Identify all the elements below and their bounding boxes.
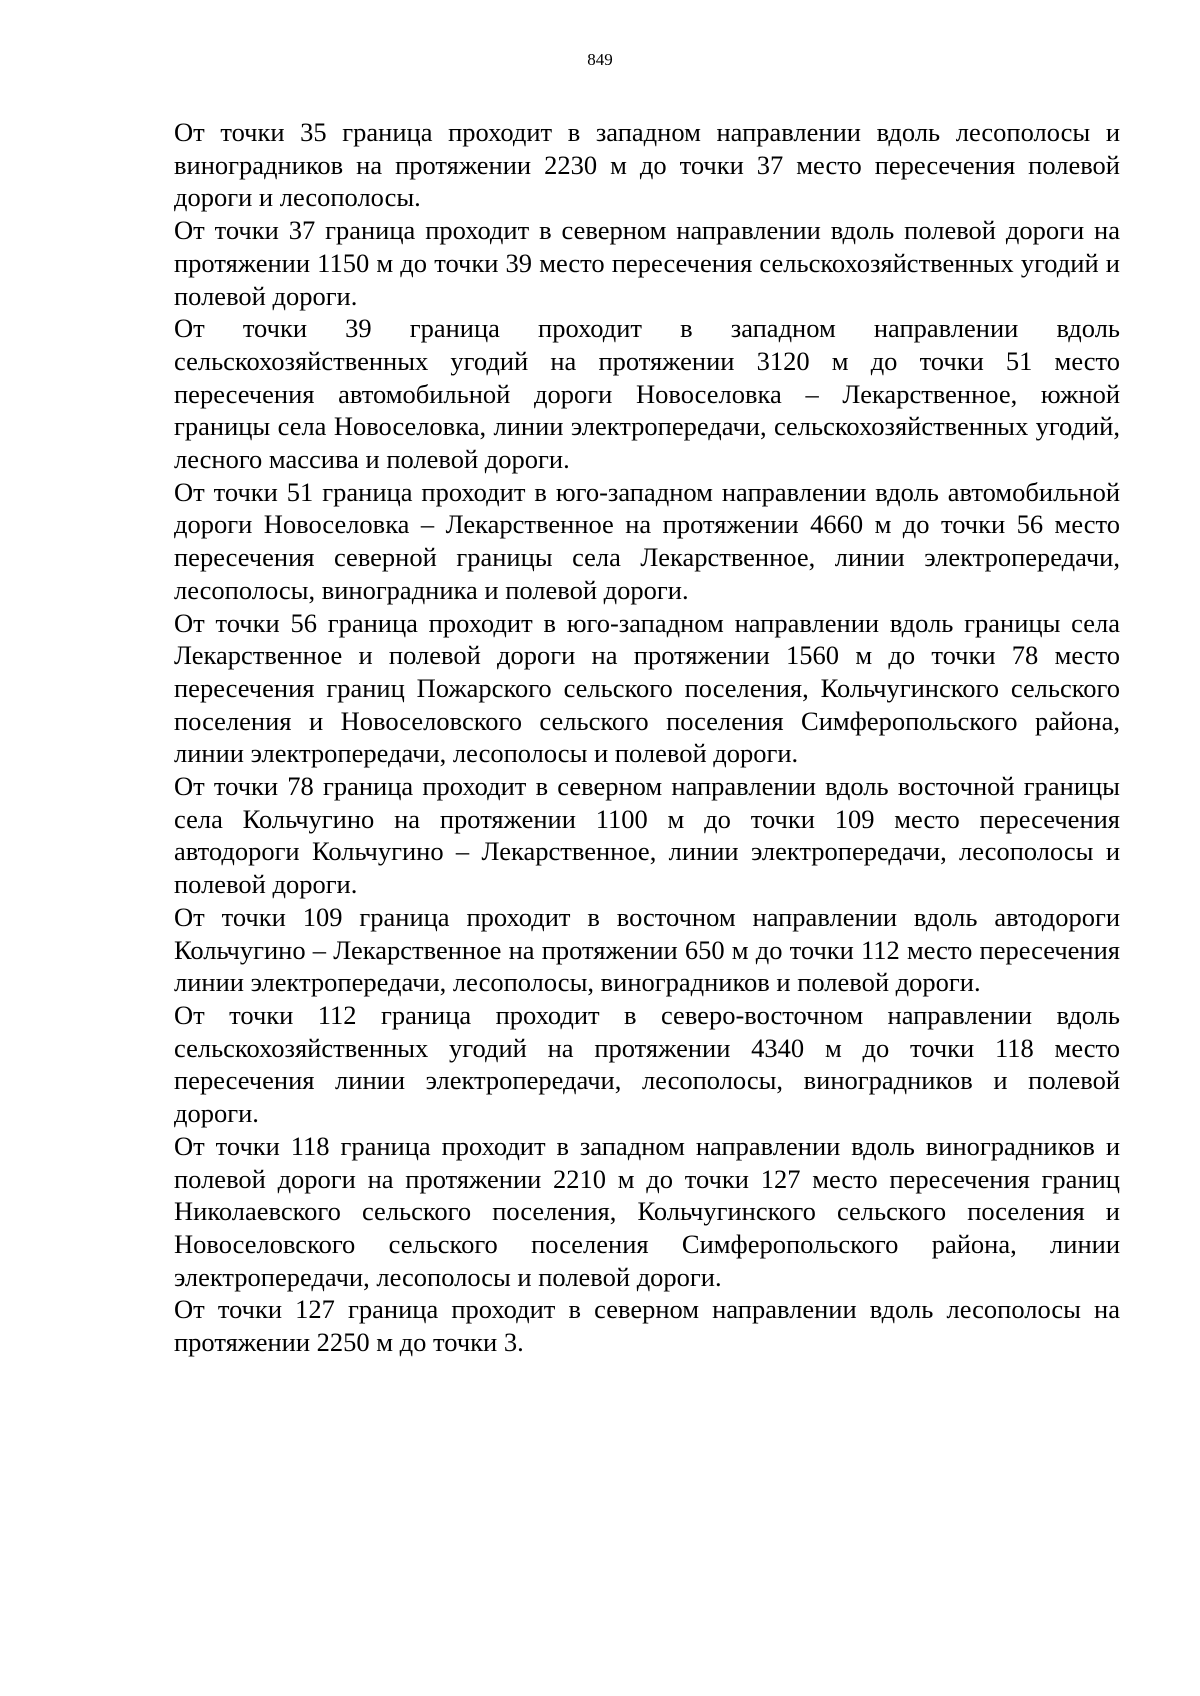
paragraph-point-51: От точки 51 граница проходит в юго-западном направлении вдоль автомобильной дороги Новоселовка – Лекарственное на протяжении 4660 м до точки 56 место пересечения северной границы села Лекарственное, линии электропередачи, лесополосы, виноградника и полевой дороги. bbox=[174, 476, 1120, 605]
paragraph-point-35: От точки 35 граница проходит в западном направлении вдоль лесополосы и виноградников на протяжении 2230 м до точки 37 место пересечения полевой дороги и лесополосы. bbox=[174, 117, 1120, 213]
page-number: 849 bbox=[587, 50, 613, 69]
paragraph-point-112: От точки 112 граница проходит в северо-восточном направлении вдоль сельскохозяйственных угодий на протяжении 4340 м до точки 118 место пересечения линии электропередачи, лесополосы, виноградников и полевой дороги. bbox=[174, 999, 1120, 1129]
paragraph-point-56: От точки 56 граница проходит в юго-западном направлении вдоль границы села Лекарственное и полевой дороги на протяжении 1560 м до точки 78 место пересечения границ Пожарского сельского поселения, Кольчугинского сельского поселения и Новоселовского сельского поселения Симферопольского района, линии электропередачи, лесополосы и полевой дороги. bbox=[174, 607, 1120, 769]
paragraph-point-39: От точки 39 граница проходит в западном направлении вдоль сельскохозяйственных угодий на протяжении 3120 м до точки 51 место пересечения автомобильной дороги Новоселовка – Лекарственное, южной границы села Новоселовка, линии электропередачи, сельскохозяйственных угодий, лесного массива и полевой дороги. bbox=[174, 313, 1120, 475]
body-text bbox=[174, 116, 1120, 1359]
paragraph-point-37: От точки 37 граница проходит в северном направлении вдоль полевой дороги на протяжении 1150 м до точки 39 место пересечения сельскохозяйственных угодий и полевой дороги. bbox=[174, 215, 1120, 311]
paragraph-point-109: От точки 109 граница проходит в восточном направлении вдоль автодороги Кольчугино – Лекарственное на протяжении 650 м до точки 112 место пересечения линии электропередачи, лесополосы, виноградников и полевой дороги. bbox=[174, 901, 1120, 998]
paragraph-point-118: От точки 118 граница проходит в западном направлении вдоль виноградников и полевой дороги на протяжении 2210 м до точки 127 место пересечения границ Николаевского сельского поселения, Кольчугинского сельского поселения и Новоселовского сельского поселения Симферопольского района, линии электропередачи, лесополосы и полевой дороги. bbox=[174, 1130, 1120, 1292]
paragraph-point-127: От точки 127 граница проходит в северном направлении вдоль лесополосы на протяжении 2250 м до точки 3. bbox=[174, 1294, 1120, 1358]
paragraph-point-78: От точки 78 граница проходит в северном направлении вдоль восточной границы села Кольчугино на протяжении 1100 м до точки 109 место пересечения автодороги Кольчугино – Лекарственное, линии электропередачи, лесополосы и полевой дороги. bbox=[174, 771, 1120, 900]
